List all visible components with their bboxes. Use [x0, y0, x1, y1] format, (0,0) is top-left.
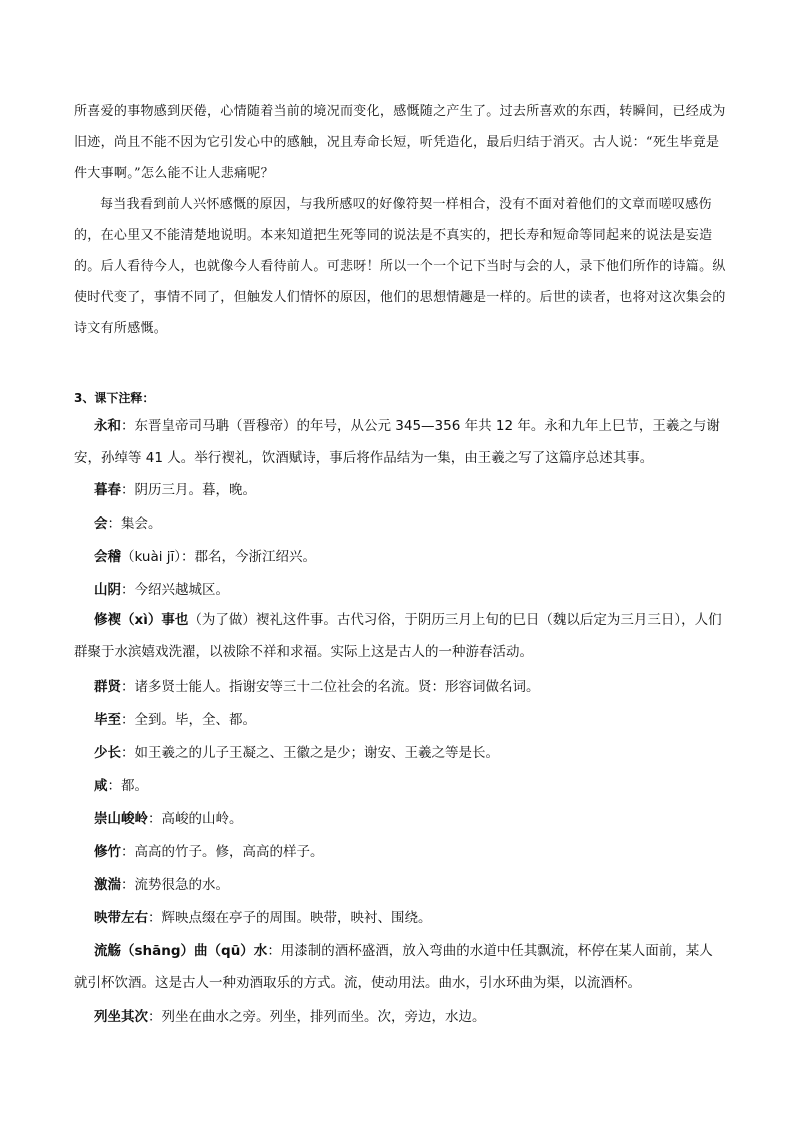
note-term: 映带左右 — [94, 910, 148, 926]
note-text: （为了做）褉礼这件事。古代习俗，于阴历三月上旬的巳日（魏以后定为三月三日），人们群聚于水滨嬉戏洗濯，以祓除不祥和求福。实际上这是古人的一种游春活动。 — [74, 612, 722, 660]
note-item — [74, 836, 726, 868]
note-term: 少长 — [94, 745, 121, 761]
note-item — [74, 541, 726, 573]
note-item — [74, 574, 726, 606]
note-term: 暮春 — [94, 482, 121, 498]
note-item — [74, 869, 726, 901]
note-item — [74, 1001, 726, 1033]
note-term: 群贤 — [94, 679, 121, 695]
note-item — [74, 410, 726, 474]
note-term: 永和 — [94, 418, 121, 434]
note-text: ：东晋皇帝司马聃（晋穆帝）的年号，从公元 345—356 年共 12 年。永和九年上巳节，王羲之与谢安，孙绰等 41 人。举行褉礼，饮酒赋诗，事后将作品结为一集，由王羲之写了这篇序总述其事。 — [74, 418, 720, 466]
note-item — [74, 604, 726, 668]
note-text: ：诸多贤士能人。指谢安等三十二位社会的名流。贤：形容词做名词。 — [121, 679, 540, 695]
note-text: ：流势很急的水。 — [121, 877, 229, 893]
note-item — [74, 737, 726, 769]
section-heading: 3、课下注释： — [74, 391, 155, 405]
note-item — [74, 770, 726, 802]
note-term: 山阴 — [94, 582, 121, 598]
note-text: （kuài jī）：郡名，今浙江绍兴。 — [121, 549, 317, 565]
note-term: 修竹 — [94, 844, 121, 860]
note-text: ：都。 — [107, 778, 148, 794]
note-term: 会稽 — [94, 549, 121, 565]
translation-paragraph-2: 每当我看到前人兴怀感慨的原因，与我所感叹的好像符契一样相合，没有不面对着他们的文章而嗟叹感伤的，在心里又不能清楚地说明。本来知道把生死等同的说法是不真实的，把长寿和短命等同起来的说法是妄造的。后人看待今人，也就像今人看待前人。可悲呀！所以一个一个记下当时与会的人，录下他们所作的诗篇。纵使时代变了，事情不同了，但触发人们情怀的原因，他们的思想情趣是一样的。后世的读者，也将对这次集会的诗文有所感慨。 — [74, 197, 726, 336]
note-text: ：辉映点缀在亭子的周围。映带，映衬、围绕。 — [148, 910, 432, 926]
note-term: 修褉（xì）事也 — [94, 612, 189, 628]
note-text: ：用漆制的酒杯盛酒，放入弯曲的水道中任其飘流，杯停在某人面前，某人就引杯饮酒。这是古人一种劝酒取乐的方式。流，使动用法。曲水，引水环曲为渠，以流酒杯。 — [74, 943, 713, 991]
note-item — [74, 508, 726, 540]
note-term: 会 — [94, 516, 108, 532]
note-text: ：今绍兴越城区。 — [121, 582, 229, 598]
note-item — [74, 935, 726, 999]
note-text: ：全到。毕，全、都。 — [121, 712, 256, 728]
note-item — [74, 803, 726, 835]
note-term: 崇山峻岭 — [94, 811, 148, 827]
note-text: ：集会。 — [107, 516, 162, 532]
note-term: 咸 — [94, 778, 108, 794]
note-item — [74, 671, 726, 703]
note-item — [74, 474, 726, 506]
note-term: 列坐其次 — [94, 1009, 148, 1025]
note-item — [74, 902, 726, 934]
note-term: 毕至 — [94, 712, 121, 728]
note-text: ：如王羲之的儿子王凝之、王徽之是少；谢安、王羲之等是长。 — [121, 745, 499, 761]
note-text: ：列坐在曲水之旁。列坐，排列而坐。次，旁边，水边。 — [148, 1009, 486, 1025]
note-text: ：高高的竹子。修，高高的样子。 — [121, 844, 324, 860]
note-text: ：高峻的山岭。 — [148, 811, 243, 827]
note-term: 流觞（shāng）曲（qū）水 — [94, 943, 268, 959]
note-item — [74, 704, 726, 736]
note-term: 激湍 — [94, 877, 121, 893]
translation-paragraph-1: 所喜爱的事物感到厌倦，心情随着当前的境况而变化，感慨随之产生了。过去所喜欢的东西，转瞬间，已经成为旧迹，尚且不能不因为它引发心中的感触，况且寿命长短，听凭造化，最后归结于消灭。古人说：“死生毕竟是件大事啊。”怎么能不让人悲痛呢？ — [74, 104, 726, 181]
note-text: ：阴历三月。暮，晚。 — [121, 482, 256, 498]
